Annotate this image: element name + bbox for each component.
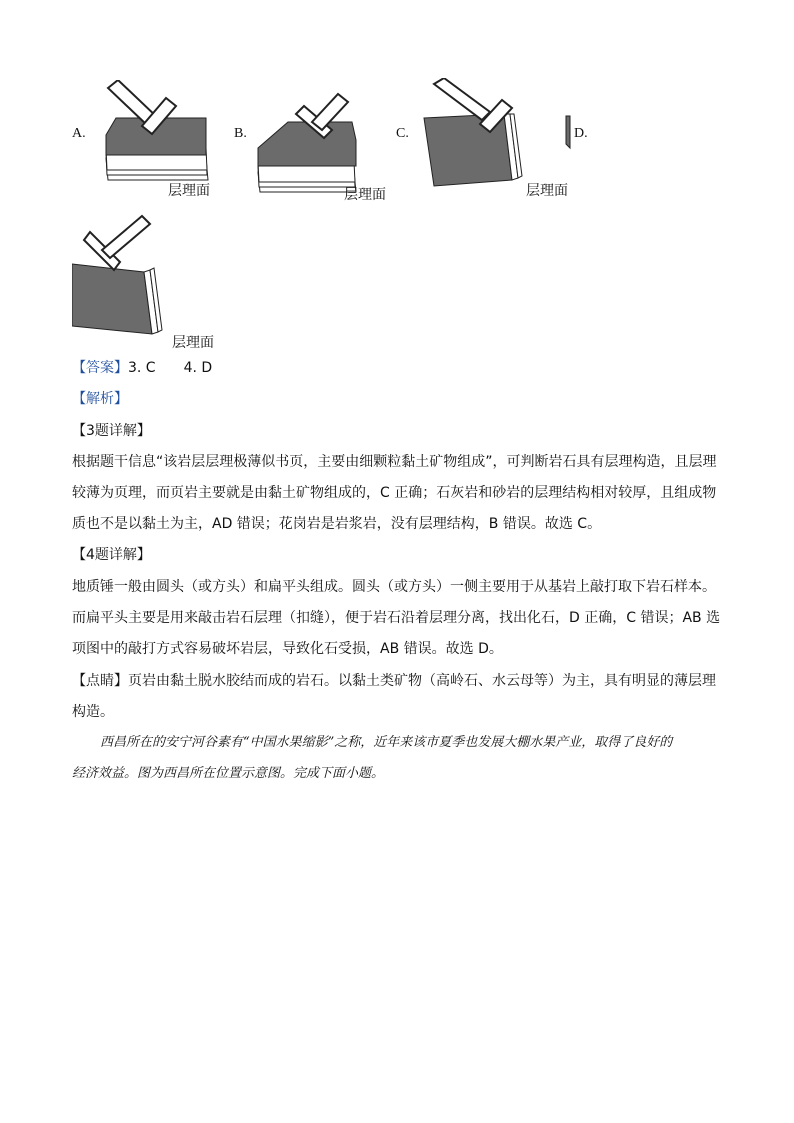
q3-label: 【3题详解】 xyxy=(72,423,151,439)
answer-label: 【答案】 xyxy=(72,360,128,376)
option-c-figure xyxy=(420,78,540,198)
option-d-figure xyxy=(72,210,182,340)
q4-label: 【4题详解】 xyxy=(72,547,151,563)
rock-layers-c xyxy=(424,114,522,186)
rock-layers-b xyxy=(258,122,356,192)
q3-line-1: 根据题干信息“该岩层层理极薄似书页，主要由细颗粒黏土矿物组成”，可判断岩石具有层理构造，且层理 xyxy=(72,454,717,470)
bedding-plane-label-d: 层理面 xyxy=(172,335,214,351)
option-d-cut-edge xyxy=(564,114,572,150)
bedding-plane-label-b: 层理面 xyxy=(344,187,386,203)
tip-line-1 xyxy=(72,671,716,691)
q4-line-2: 而扁平头主要是用来敲击岩石层理（扣缝），便于岩石沿着层理分离，找出化石，D 正确，C 错误；AB 选 xyxy=(72,610,721,626)
tip-line-2: 构造。 xyxy=(72,704,114,720)
option-a-label: A. xyxy=(72,126,86,141)
bedding-plane-label-a: 层理面 xyxy=(168,183,210,199)
rock-layers-d xyxy=(72,264,162,334)
answer-value: 3. C 4. D xyxy=(128,360,213,376)
q4-line-1: 地质锤一般由圆头（或方头）和扁平头组成。圆头（或方头）一侧主要用于从基岩上敲打取下岩石样本。 xyxy=(72,579,716,595)
bedding-plane-label-c: 层理面 xyxy=(526,183,568,199)
q3-line-2: 较薄为页理，而页岩主要就是由黏土矿物组成的，C 正确；石灰岩和砂岩的层理结构相对较厚，且组成物 xyxy=(72,485,717,501)
option-c-label: C. xyxy=(396,126,409,141)
next-question-line-1: 西昌所在的安宁河谷素有“中国水果缩影”之称，近年来该市夏季也发展大棚水果产业，取得了良好的 xyxy=(100,735,673,750)
tip-label: 【点睛】 xyxy=(72,673,128,689)
answer-line xyxy=(72,358,212,378)
option-b-label: B. xyxy=(234,126,247,141)
q3-line-3: 质也不是以黏土为主，AD 错误；花岗岩是岩浆岩，没有层理结构，B 错误。故选 C。 xyxy=(72,516,602,532)
next-question-line-2: 经济效益。图为西昌所在位置示意图。完成下面小题。 xyxy=(72,766,385,781)
hammer-icon xyxy=(84,216,150,270)
tip-text-1: 页岩由黏土脱水胶结而成的岩石。以黏土类矿物（高岭石、水云母等）为主，具有明显的薄层理 xyxy=(128,673,716,689)
analysis-label: 【解析】 xyxy=(72,391,128,407)
option-b-figure xyxy=(252,80,382,200)
q4-line-3: 项图中的敲打方式容易破坏岩层，导致化石受损，AB 错误。故选 D。 xyxy=(72,641,503,657)
option-d-label: D. xyxy=(574,126,588,141)
